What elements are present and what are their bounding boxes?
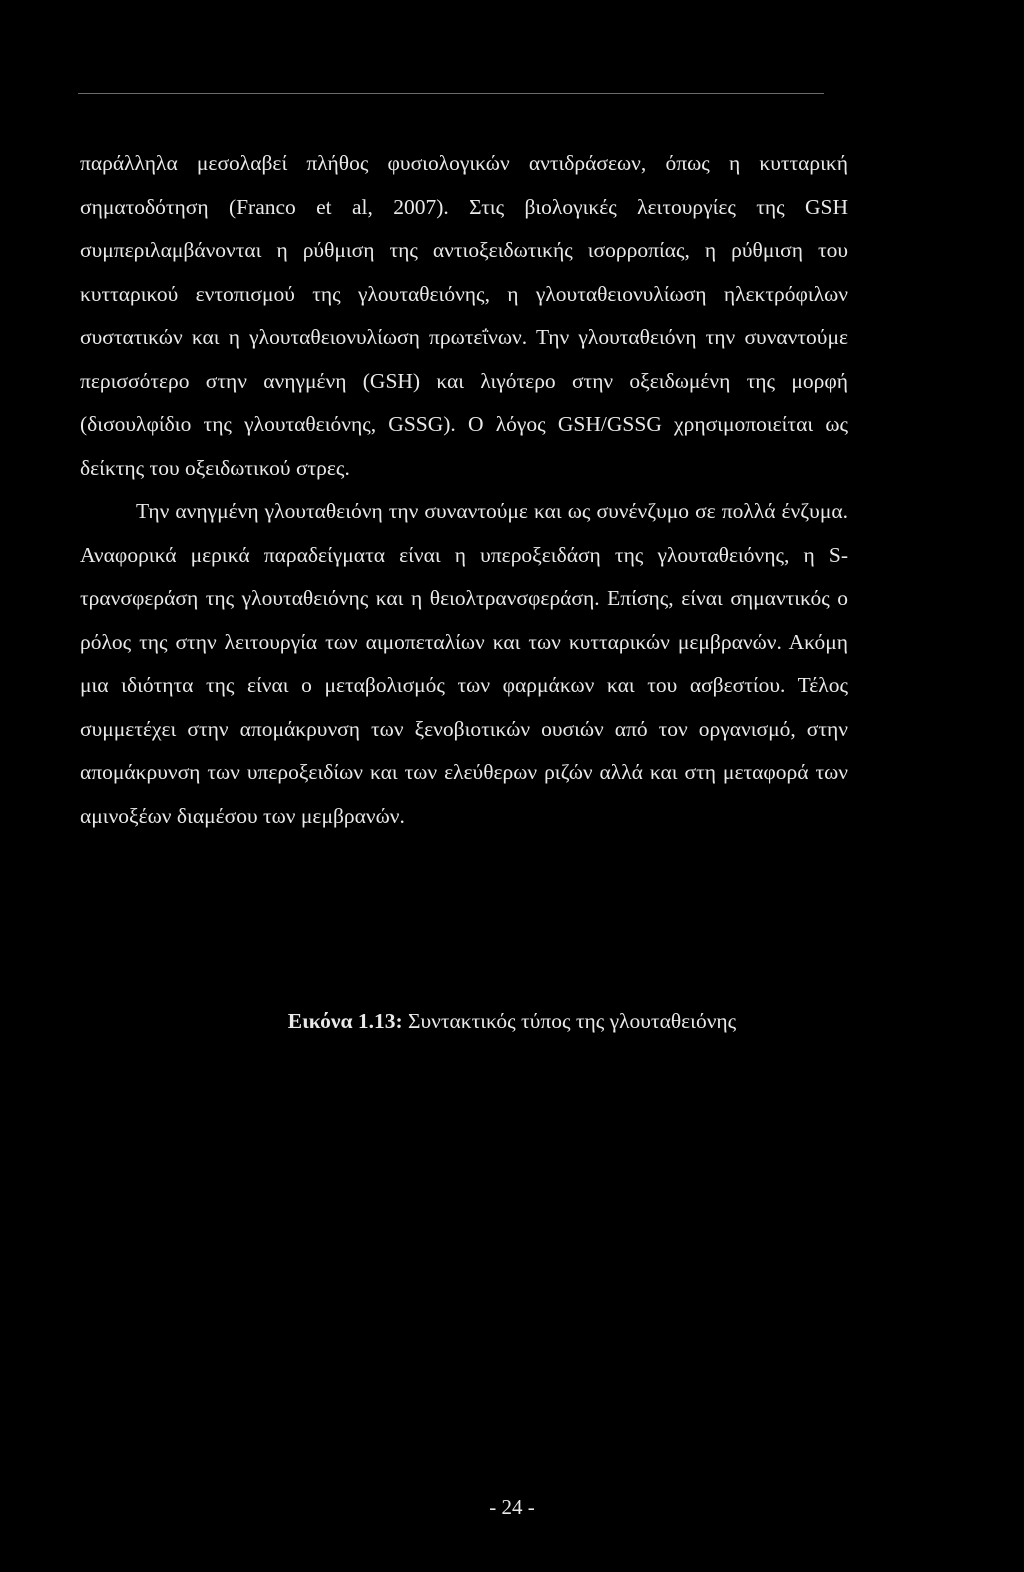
body-text: [80, 142, 848, 838]
paragraph-1: παράλληλα μεσολαβεί πλήθος φυσιολογικών αντιδράσεων, όπως η κυτταρική σηματοδότηση (Franco et al, 2007). Στις βιολογικές λειτουργίες της GSH συμπεριλαμβάνονται η ρύθμιση της αντιοξειδωτικής ισορροπίας, η ρύθμιση του κυτταρικού εντοπισμού της γλουταθειόνης, η γλουταθειονυλίωση ηλεκτρόφιλων συστατικών και η γλουταθειονυλίωση πρωτεΐνων. Την γλουταθειόνη την συναντούμε περισσότερο στην ανηγμένη (GSH) και λιγότερο στην οξειδωμένη της μορφή (δισουλφίδιο της γλουταθειόνης, GSSG). Ο λόγος GSH/GSSG χρησιμοποιείται ως δείκτης του οξειδωτικού στρες.: [80, 151, 848, 480]
page-number: - 24 -: [489, 1495, 535, 1519]
figure-caption-label: Εικόνα 1.13:: [287, 1009, 403, 1033]
figure-caption: [0, 1006, 1024, 1036]
figure-caption-text: Συντακτικός τύπος της γλουταθειόνης: [408, 1009, 737, 1033]
header-underline: [78, 93, 824, 94]
paragraph-2: Την ανηγμένη γλουταθειόνη την συναντούμε και ως συνένζυμο σε πολλά ένζυμα. Αναφορικά μερικά παραδείγματα είναι η υπεροξειδάση της γλουταθειόνης, η S-τρανσφεράση της γλουταθειόνης και η θειολτρανσφεράση. Επίσης, είναι σημαντικός ο ρόλος της στην λειτουργία των αιμοπεταλίων και των κυτταρικών μεμβρανών. Ακόμη μια ιδιότητα της είναι ο μεταβολισμός των φαρμάκων και του ασβεστίου. Τέλος συμμετέχει στην απομάκρυνση των ξενοβιοτικών ουσιών από τον οργανισμό, στην απομάκρυνση των υπεροξειδίων και των ελεύθερων ριζών αλλά και στη μεταφορά των αμινοξέων διαμέσου των μεμβρανών.: [80, 499, 848, 828]
